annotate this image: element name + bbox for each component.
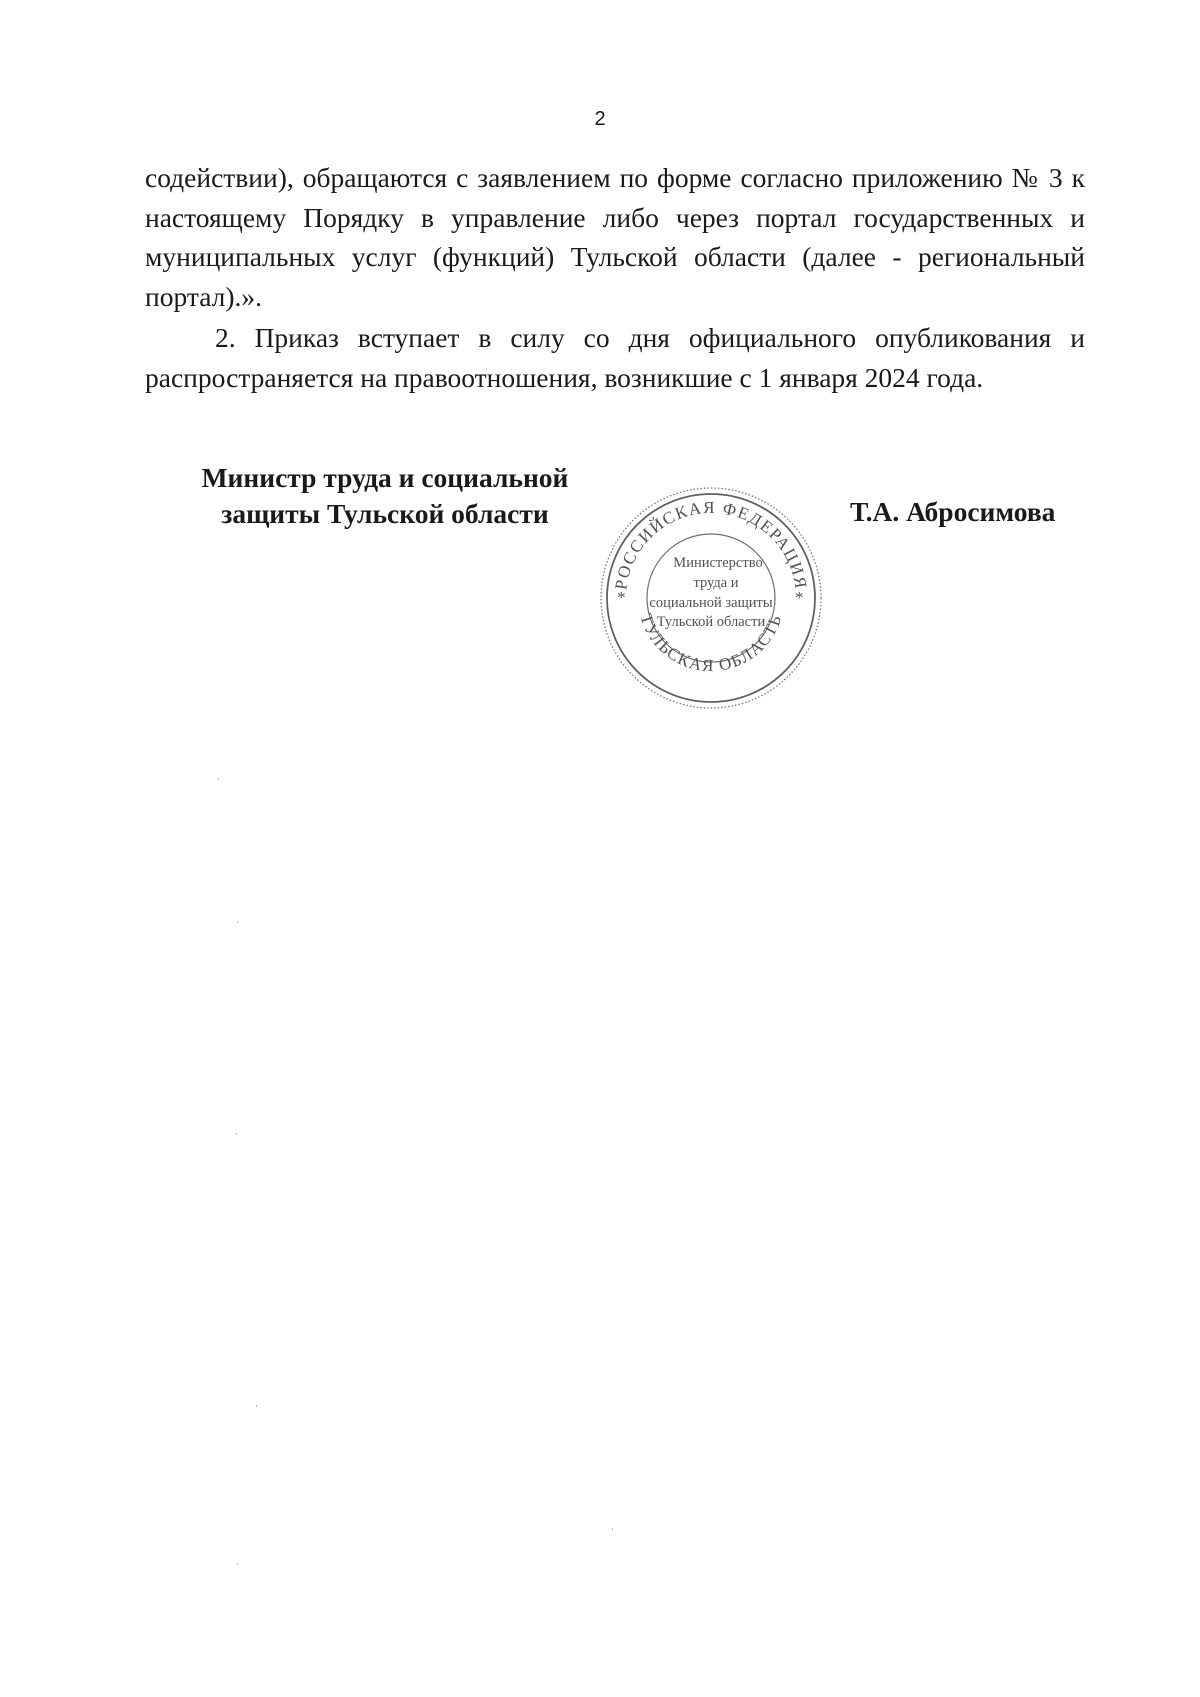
paragraph-item-2: 2. Приказ вступает в силу со дня официального опубликования и распространяется на правоотношения, возникшие с 1 января 2024 года. <box>145 322 1085 393</box>
seal-outer-text-bottom: ТУЛЬСКАЯ ОБЛАСТЬ <box>636 611 786 676</box>
scan-speck <box>237 921 238 923</box>
seal-center-line-2: труда и <box>693 575 739 591</box>
page-number: 2 <box>594 108 606 130</box>
scan-speck <box>236 1133 237 1135</box>
official-seal <box>598 485 824 711</box>
svg-text:*: * <box>795 588 805 607</box>
seal-center-line-4: Тульской области <box>656 614 766 630</box>
scan-speck <box>256 1405 257 1407</box>
signatory-position-line-1: Министр труда и социальной <box>201 462 569 493</box>
signatory-position <box>175 460 595 532</box>
signatory-position-line-2: защиты Тульской области <box>221 498 549 529</box>
scan-speck <box>612 1528 613 1530</box>
scan-speck <box>237 1563 238 1565</box>
seal-center-line-3: социальной защиты <box>649 595 773 611</box>
paragraph-continuation: содействии), обращаются с заявлением по форме согласно приложению № 3 к настоящему Порядку в управление либо через портал государственных и муниципальных услуг (функций) Тульской области (далее - региональный портал).». <box>145 162 1085 312</box>
seal-outer-text-top: РОССИЙСКАЯ ФЕДЕРАЦИЯ <box>611 497 811 591</box>
seal-center-line-1: Министерство <box>673 555 763 571</box>
signatory-name: Т.А. Абросимова <box>850 496 1056 527</box>
scan-speck <box>218 778 219 780</box>
document-body <box>145 158 1085 397</box>
svg-text:*: * <box>617 588 627 607</box>
